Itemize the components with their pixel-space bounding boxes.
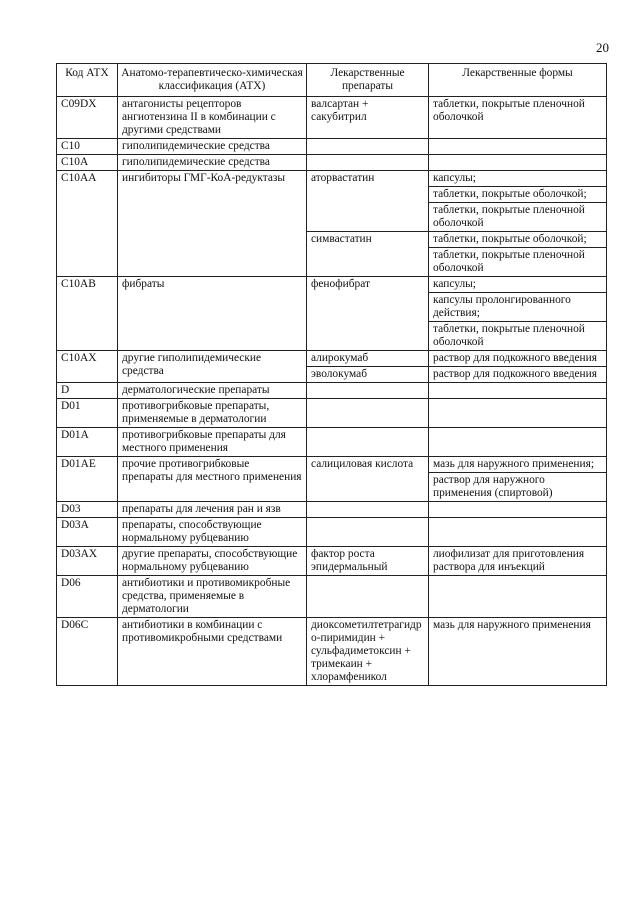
atx-class: антибиотики в комбинации с противомикробными средствами xyxy=(118,618,307,686)
atx-class: гиполипидемические средства xyxy=(118,155,307,171)
dosage-form-empty xyxy=(429,518,607,547)
atx-class: антибиотики и противомикробные средства, применяемые в дерматологии xyxy=(118,576,307,618)
atx-code: C09DX xyxy=(57,97,118,139)
table-row xyxy=(57,502,607,518)
atx-code: C10AX xyxy=(57,351,118,383)
table-row xyxy=(57,576,607,618)
dosage-form-empty xyxy=(429,428,607,457)
atx-code: D06C xyxy=(57,618,118,686)
dosage-form-empty xyxy=(429,576,607,618)
dosage-form: таблетки, покрытые оболочкой; xyxy=(429,232,607,248)
dosage-form: таблетки, покрытые оболочкой; xyxy=(429,187,607,203)
header-code: Код АТХ xyxy=(57,64,118,97)
atx-class: противогрибковые препараты, применяемые в дерматологии xyxy=(118,399,307,428)
dosage-form: таблетки, покрытые пленочной оболочкой xyxy=(429,248,607,277)
atx-code: D03A xyxy=(57,518,118,547)
atx-code: C10A xyxy=(57,155,118,171)
drug-name: фактор роста эпидермальный xyxy=(307,547,429,576)
dosage-form: капсулы; xyxy=(429,277,607,293)
header-forms: Лекарственные формы xyxy=(429,64,607,97)
drug-name: алирокумаб xyxy=(307,351,429,367)
atx-class: антагонисты рецепторов ангиотензина II в комбинации с другими средствами xyxy=(118,97,307,139)
drug-name: салициловая кислота xyxy=(307,457,429,502)
atx-class: препараты, способствующие нормальному рубцеванию xyxy=(118,518,307,547)
atx-code: D01A xyxy=(57,428,118,457)
dosage-form: капсулы пролонгированного действия; xyxy=(429,293,607,322)
dosage-form: таблетки, покрытые пленочной оболочкой xyxy=(429,97,607,139)
atx-class: противогрибковые препараты для местного применения xyxy=(118,428,307,457)
atx-code: C10AA xyxy=(57,171,118,277)
dosage-form: мазь для наружного применения; xyxy=(429,457,607,473)
atx-class: другие препараты, способствующие нормальному рубцеванию xyxy=(118,547,307,576)
atx-drug-table xyxy=(56,63,607,686)
drug-name-empty xyxy=(307,428,429,457)
table-row xyxy=(57,155,607,171)
atx-class: дерматологические препараты xyxy=(118,383,307,399)
drug-name: аторвастатин xyxy=(307,171,429,232)
drug-name: симвастатин xyxy=(307,232,429,277)
table-row xyxy=(57,457,607,473)
atx-code: C10 xyxy=(57,139,118,155)
dosage-form-empty xyxy=(429,502,607,518)
dosage-form: раствор для подкожного введения xyxy=(429,351,607,367)
table-row xyxy=(57,428,607,457)
drug-name-empty xyxy=(307,139,429,155)
table-row xyxy=(57,139,607,155)
table-row xyxy=(57,618,607,686)
dosage-form: мазь для наружного применения xyxy=(429,618,607,686)
atx-code: D xyxy=(57,383,118,399)
drug-name-empty xyxy=(307,518,429,547)
table-row xyxy=(57,547,607,576)
atx-code: D06 xyxy=(57,576,118,618)
atx-class: ингибиторы ГМГ-КоА-редуктазы xyxy=(118,171,307,277)
drug-name: диоксометилтетрагидро-пиримидин + сульфадиметоксин + тримекаин + хлорамфеникол xyxy=(307,618,429,686)
atx-code: C10AB xyxy=(57,277,118,351)
header-drugs: Лекарственные препараты xyxy=(307,64,429,97)
drug-name: фенофибрат xyxy=(307,277,429,351)
table-header-row xyxy=(57,64,607,97)
atx-code: D01 xyxy=(57,399,118,428)
atx-class: прочие противогрибковые препараты для местного применения xyxy=(118,457,307,502)
dosage-form-empty xyxy=(429,155,607,171)
table-row xyxy=(57,277,607,293)
table-row xyxy=(57,518,607,547)
drug-name-empty xyxy=(307,383,429,399)
drug-name-empty xyxy=(307,399,429,428)
dosage-form-empty xyxy=(429,383,607,399)
atx-class: другие гиполипидемические средства xyxy=(118,351,307,383)
dosage-form: раствор для наружного применения (спиртовой) xyxy=(429,473,607,502)
drug-name-empty xyxy=(307,576,429,618)
page-number: 20 xyxy=(596,40,609,55)
table-row xyxy=(57,383,607,399)
atx-code: D01AE xyxy=(57,457,118,502)
drug-name-empty xyxy=(307,502,429,518)
dosage-form: таблетки, покрытые пленочной оболочкой xyxy=(429,203,607,232)
table-row xyxy=(57,97,607,139)
table-row xyxy=(57,351,607,367)
atx-class: препараты для лечения ран и язв xyxy=(118,502,307,518)
table-row xyxy=(57,399,607,428)
atx-class: фибраты xyxy=(118,277,307,351)
atx-class: гиполипидемические средства xyxy=(118,139,307,155)
drug-name-empty xyxy=(307,155,429,171)
dosage-form: капсулы; xyxy=(429,171,607,187)
dosage-form-empty xyxy=(429,399,607,428)
header-classification: Анатомо-терапевтическо-химическая классификация (АТХ) xyxy=(118,64,307,97)
dosage-form-empty xyxy=(429,139,607,155)
atx-code: D03AX xyxy=(57,547,118,576)
atx-code: D03 xyxy=(57,502,118,518)
dosage-form: раствор для подкожного введения xyxy=(429,367,607,383)
dosage-form: лиофилизат для приготовления раствора для инъекций xyxy=(429,547,607,576)
drug-name: эволокумаб xyxy=(307,367,429,383)
dosage-form: таблетки, покрытые пленочной оболочкой xyxy=(429,322,607,351)
drug-name: валсартан + сакубитрил xyxy=(307,97,429,139)
table-row xyxy=(57,171,607,187)
